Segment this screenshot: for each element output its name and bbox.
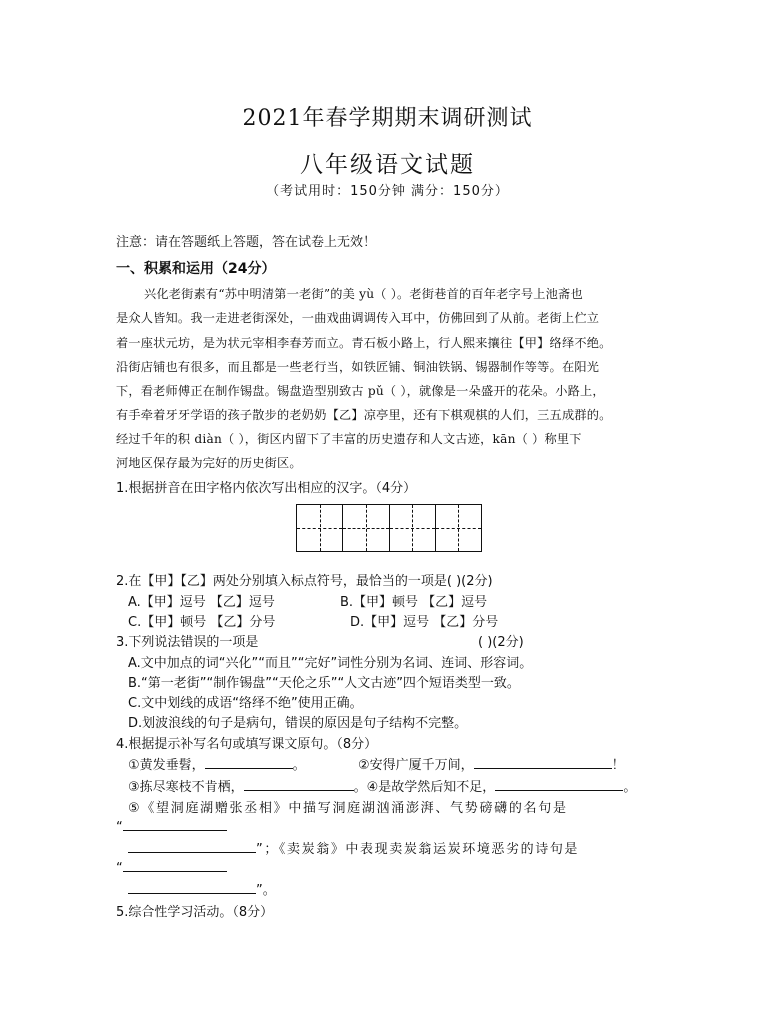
q4-blank-1[interactable] bbox=[205, 756, 293, 769]
question-1: 1.根据拼音在田字格内依次写出相应的汉字。（4分） bbox=[116, 481, 417, 496]
q4-blank-5b[interactable] bbox=[128, 840, 256, 853]
exam-title: 2021年春学期期末调研测试 bbox=[242, 106, 533, 131]
q3-option-d: D.划波浪线的句子是病句，错误的原因是句子结构不完整。 bbox=[128, 716, 468, 731]
grid-cell-1[interactable] bbox=[297, 505, 343, 551]
passage-line-5: 下，看老师傅正在制作锡盘。锡盘造型别致古 pǔ（ ），就像是一朵盛开的花朵。小路上， bbox=[116, 384, 605, 398]
q4-item-3 bbox=[128, 776, 636, 795]
q2-option-c: C.【甲】顿号 【乙】分号 bbox=[128, 615, 276, 630]
q4-blank-6a[interactable] bbox=[123, 859, 227, 872]
q4-item-2-prompt: ②安得广厦千万间， bbox=[358, 758, 474, 773]
q4-item-1-prompt: ①黄发垂髫， bbox=[128, 758, 205, 773]
q3-option-c: C.文中划线的成语“络绎不绝”使用正确。 bbox=[128, 696, 363, 711]
q4-item-1 bbox=[128, 754, 306, 773]
passage-line-3: 着一座状元坊，是为状元宰相李春芳而立。青石板小路上，行人熙来攘往【甲】络绎不绝。 bbox=[116, 336, 612, 350]
question-3-paren: ( )(2分) bbox=[478, 635, 524, 650]
q4-item-6-line-2 bbox=[116, 859, 227, 876]
q4-blank-5a[interactable] bbox=[123, 818, 227, 831]
passage-line-2: 是众人皆知。我一走进老街深处，一曲戏曲调调传入耳中，仿佛回到了从前。老街上伫立 bbox=[116, 311, 600, 325]
exam-subtitle: 八年级语文试题 bbox=[300, 152, 475, 178]
exam-info: （考试用时：150分钟 满分：150分） bbox=[266, 184, 509, 199]
q4-item-6-line-3 bbox=[128, 879, 276, 898]
question-5: 5.综合性学习活动。（8分） bbox=[116, 905, 274, 920]
tianzige-answer-grid[interactable] bbox=[296, 504, 482, 552]
q4-blank-6b[interactable] bbox=[128, 881, 256, 894]
q3-option-b: B.“第一老街”“制作锡盘”“天伦之乐”“人文古迹”四个短语类型一致。 bbox=[128, 676, 520, 691]
q4-blank-4[interactable] bbox=[495, 778, 623, 791]
grid-cell-2[interactable] bbox=[343, 505, 389, 551]
section1-heading: 一、积累和运用（24分） bbox=[116, 261, 276, 277]
q4-blank-2[interactable] bbox=[474, 756, 612, 769]
q4-item-5-line-2 bbox=[116, 818, 227, 835]
passage-line-6: 有手牵着牙牙学语的孩子散步的老奶奶【乙】凉亭里，还有下棋观棋的人们，三五成群的。 bbox=[116, 408, 612, 422]
open-quote-1: “ bbox=[116, 820, 123, 835]
grid-cell-3[interactable] bbox=[390, 505, 436, 551]
passage-line-4: 沿街店铺也有很多，而且都是一些老行当，如铁匠铺、铜油铁锅、锡器制作等等。在阳光 bbox=[116, 360, 600, 374]
open-quote-2: “ bbox=[116, 861, 123, 876]
q3-option-a: A.文中加点的词“兴化”“而且”“完好”词性分别为名词、连词、形容词。 bbox=[128, 656, 533, 671]
q4-item-5-line-3 bbox=[128, 838, 579, 857]
q4-item-6-prompt: ”；《卖炭翁》中表现卖炭翁运炭环境恶劣的诗句是 bbox=[256, 842, 580, 857]
q4-item-1-end: 。 bbox=[292, 758, 306, 773]
q4-item-2 bbox=[358, 754, 625, 773]
q2-option-a: A.【甲】逗号 【乙】逗号 bbox=[128, 595, 275, 610]
q2-option-d: D.【甲】逗号 【乙】分号 bbox=[350, 615, 499, 630]
question-4: 4.根据提示补写名句或填写课文原句。（8分） bbox=[116, 737, 378, 752]
close-quote: ”。 bbox=[256, 883, 276, 898]
q2-option-b: B.【甲】顿号 【乙】逗号 bbox=[340, 595, 488, 610]
q4-item-5: ⑤《望洞庭湖赠张丞相》中描写洞庭湖汹涌澎湃、气势磅礴的名句是 bbox=[128, 801, 568, 816]
passage-line-8: 河地区保存最为完好的历史街区。 bbox=[116, 456, 302, 470]
notice: 注意：请在答题纸上答题，答在试卷上无效！ bbox=[116, 235, 377, 250]
passage-line-7: 经过千年的积 diàn（ ），街区内留下了丰富的历史遗存和人文古迹，kān（ ）称里下 bbox=[116, 432, 582, 446]
q4-item-4-prompt: 。④是故学然后知不足， bbox=[353, 780, 496, 795]
question-3: 3.下列说法错误的一项是 bbox=[116, 635, 259, 650]
passage-line-1: 兴化老街素有“苏中明清第一老街”的美 yù（ ）。老街巷首的百年老字号上池斋也 bbox=[144, 287, 583, 301]
question-2: 2.在【甲】【乙】两处分别填入标点符号，最恰当的一项是( )(2分) bbox=[116, 574, 493, 589]
q4-item-4-end: 。 bbox=[623, 780, 637, 795]
grid-cell-4[interactable] bbox=[436, 505, 481, 551]
q4-item-3-prompt: ③拣尽寒枝不肯栖， bbox=[128, 780, 244, 795]
q4-item-2-end: ！ bbox=[611, 758, 625, 773]
q4-blank-3[interactable] bbox=[244, 778, 354, 791]
